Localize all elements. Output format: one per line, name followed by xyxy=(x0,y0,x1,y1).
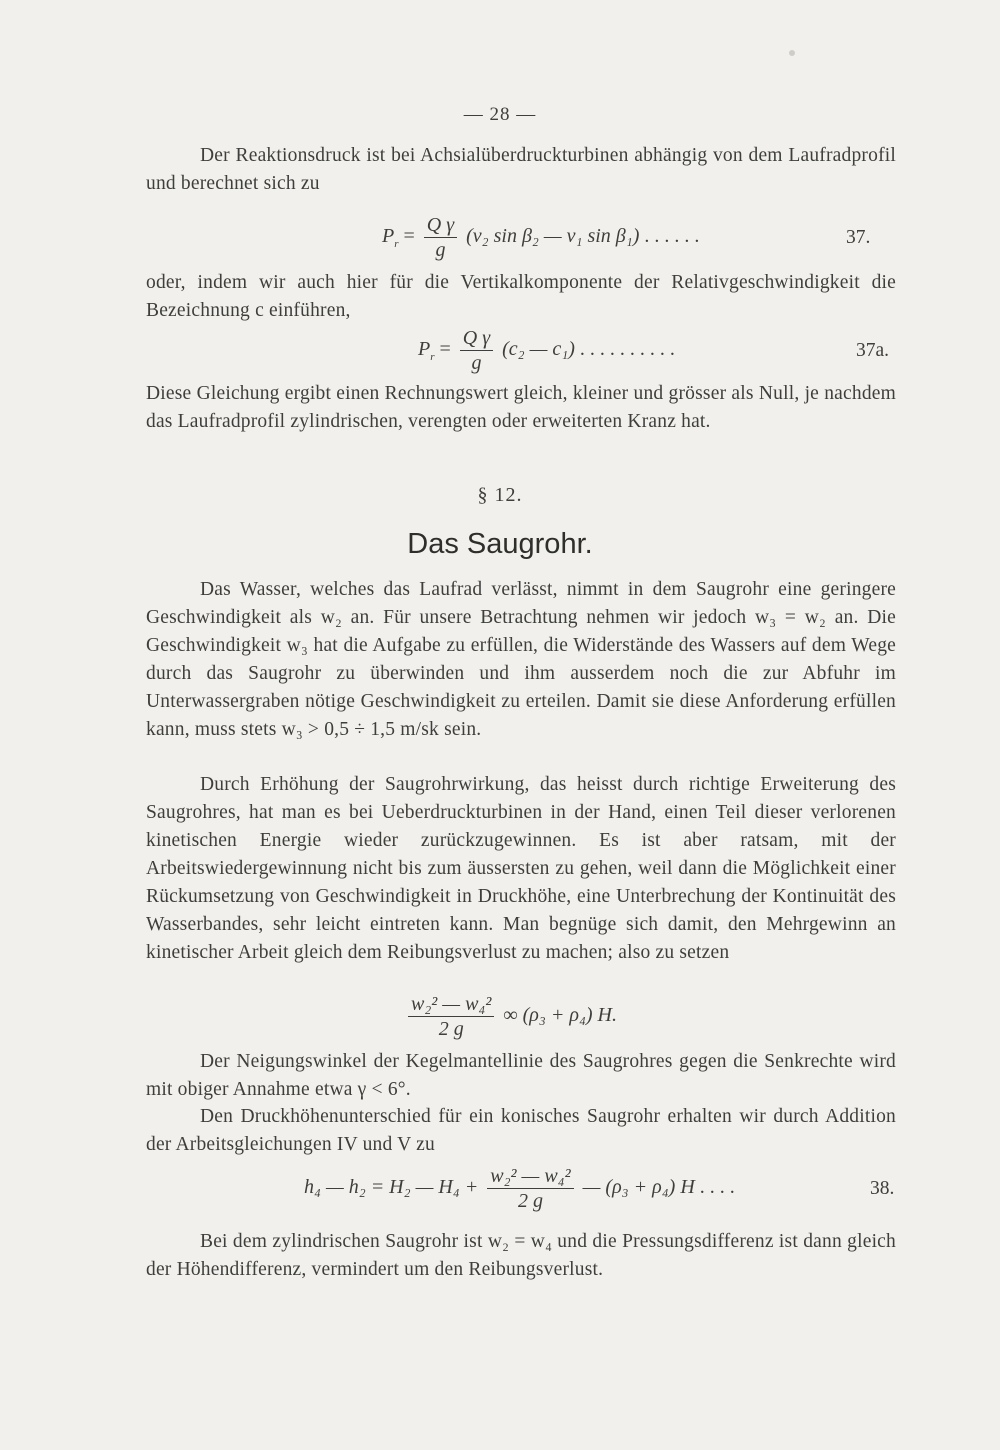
eq37a-denominator: g xyxy=(471,352,482,374)
paragraph-3: Diese Gleichung ergibt einen Rechnungswert gleich, kleiner und grösser als Null, je nachdem das Laufradprofil zylindrischen, verengten oder erweiterten Kranz hat. xyxy=(146,383,896,432)
eq-mid-denominator: 2 g xyxy=(438,1018,464,1040)
equation-37 xyxy=(382,213,699,262)
eq37-fraction xyxy=(424,213,457,262)
eq38-denominator: 2 g xyxy=(517,1190,543,1212)
eq37-rhs: (v₂ sin β₂ — v₁ sin β₁) xyxy=(466,225,640,248)
paragraph-1: Der Reaktionsdruck ist bei Achsialüberdruckturbinen abhängig von dem Laufradprofil und berechnet sich zu xyxy=(146,145,896,194)
eq37a-equals: = xyxy=(439,338,451,361)
eq-mid-numerator: w₂² — w₄² xyxy=(408,992,494,1017)
eq38-fraction xyxy=(487,1164,573,1213)
eq38-dots: . . . . xyxy=(699,1176,735,1199)
page-number: — 28 — xyxy=(463,104,537,125)
page-speck xyxy=(789,50,795,56)
equation-friction xyxy=(404,992,617,1041)
eq37-equals: = xyxy=(403,225,415,248)
eq37-lhs: P xyxy=(382,225,395,248)
equation-37-number: 37. xyxy=(846,227,871,248)
paragraph-8: Bei dem zylindrischen Saugrohr ist w₂ = w₄ und die Pressungsdifferenz ist dann gleich der Höhendifferenz, vermindert um den Reibungsverlust. xyxy=(146,1231,896,1280)
eq37a-lhs: P xyxy=(418,338,431,361)
eq37-dots: . . . . . . xyxy=(644,225,700,248)
eq37-numerator: Q γ xyxy=(424,213,457,238)
eq38-lhs: h₄ — h₂ = H₂ — H₄ + xyxy=(304,1176,479,1199)
paragraph-5: Durch Erhöhung der Saugrohrwirkung, das heisst durch richtige Erweiterung des Saugrohres, hat man es bei Ueberdruckturbinen in der Hand, einen Teil dieser verlorenen kinetischen Energie wieder zurückzugewinnen. Es ist aber ratsam, mit der Arbeitswiedergewinnung nicht bis zum äussersten zu gehen, weil dann die Möglichkeit einer Rückumsetzung von Geschwindigkeit in Druckhöhe, eine Unterbrechung der Kontinuität des Wasserbandes, sehr leicht eintreten kann. Man begnüge sich damit, den Mehrgewinn an kinetischer Arbeit gleich dem Reibungsverlust zu machen; also zu setzen xyxy=(146,774,896,963)
section-heading: Das Saugrohr. xyxy=(407,528,593,560)
equation-38-number: 38. xyxy=(870,1178,895,1199)
equation-37a xyxy=(418,326,675,375)
eq37a-dots: . . . . . . . . . . xyxy=(579,338,675,361)
paragraph-4: Das Wasser, welches das Laufrad verlässt, nimmt in dem Saugrohr eine geringere Geschwindigkeit als w₂ an. Für unsere Betrachtung nehmen wir jedoch w₃ = w₂ an. Die Geschwindigkeit w₃ hat die Aufgabe zu erfüllen, die Widerstände des Wassers auf dem Wege durch das Saugrohr zu überwinden und ihm ausserdem noch die zur Abfuhr im Unterwassergraben nötige Geschwindigkeit zu erteilen. Damit sie diese Anforderung erfüllen kann, muss stets w₃ > 0,5 ÷ 1,5 m/sk sein. xyxy=(146,579,896,740)
eq38-rhs: — (ρ₃ + ρ₄) H xyxy=(582,1176,695,1199)
eq37a-rhs: (c₂ — c₁) xyxy=(502,338,575,361)
paragraph-7: Den Druckhöhenunterschied für ein konisches Saugrohr erhalten wir durch Addition der Arbeitsgleichungen IV und V zu xyxy=(146,1106,896,1155)
eq-mid-rhs: ∞ (ρ₃ + ρ₄) H. xyxy=(503,1004,617,1027)
eq37a-numerator: Q γ xyxy=(460,326,493,351)
eq37-lhs-sub: r xyxy=(394,238,399,251)
section-number: § 12. xyxy=(477,484,523,506)
equation-37a-number: 37a. xyxy=(856,340,890,361)
eq-mid-fraction xyxy=(408,992,494,1041)
eq37-denominator: g xyxy=(435,239,446,261)
paragraph-6: Der Neigungswinkel der Kegelmantellinie des Saugrohres gegen die Senkrechte wird mit obiger Annahme etwa γ < 6°. xyxy=(146,1051,896,1100)
eq38-numerator: w₂² — w₄² xyxy=(487,1164,573,1189)
equation-38 xyxy=(304,1164,735,1213)
eq37a-lhs-sub: r xyxy=(430,351,435,364)
eq37a-fraction xyxy=(460,326,493,375)
paragraph-2: oder, indem wir auch hier für die Vertikalkomponente der Relativgeschwindigkeit die Bezeichnung c einführen, xyxy=(146,272,896,321)
